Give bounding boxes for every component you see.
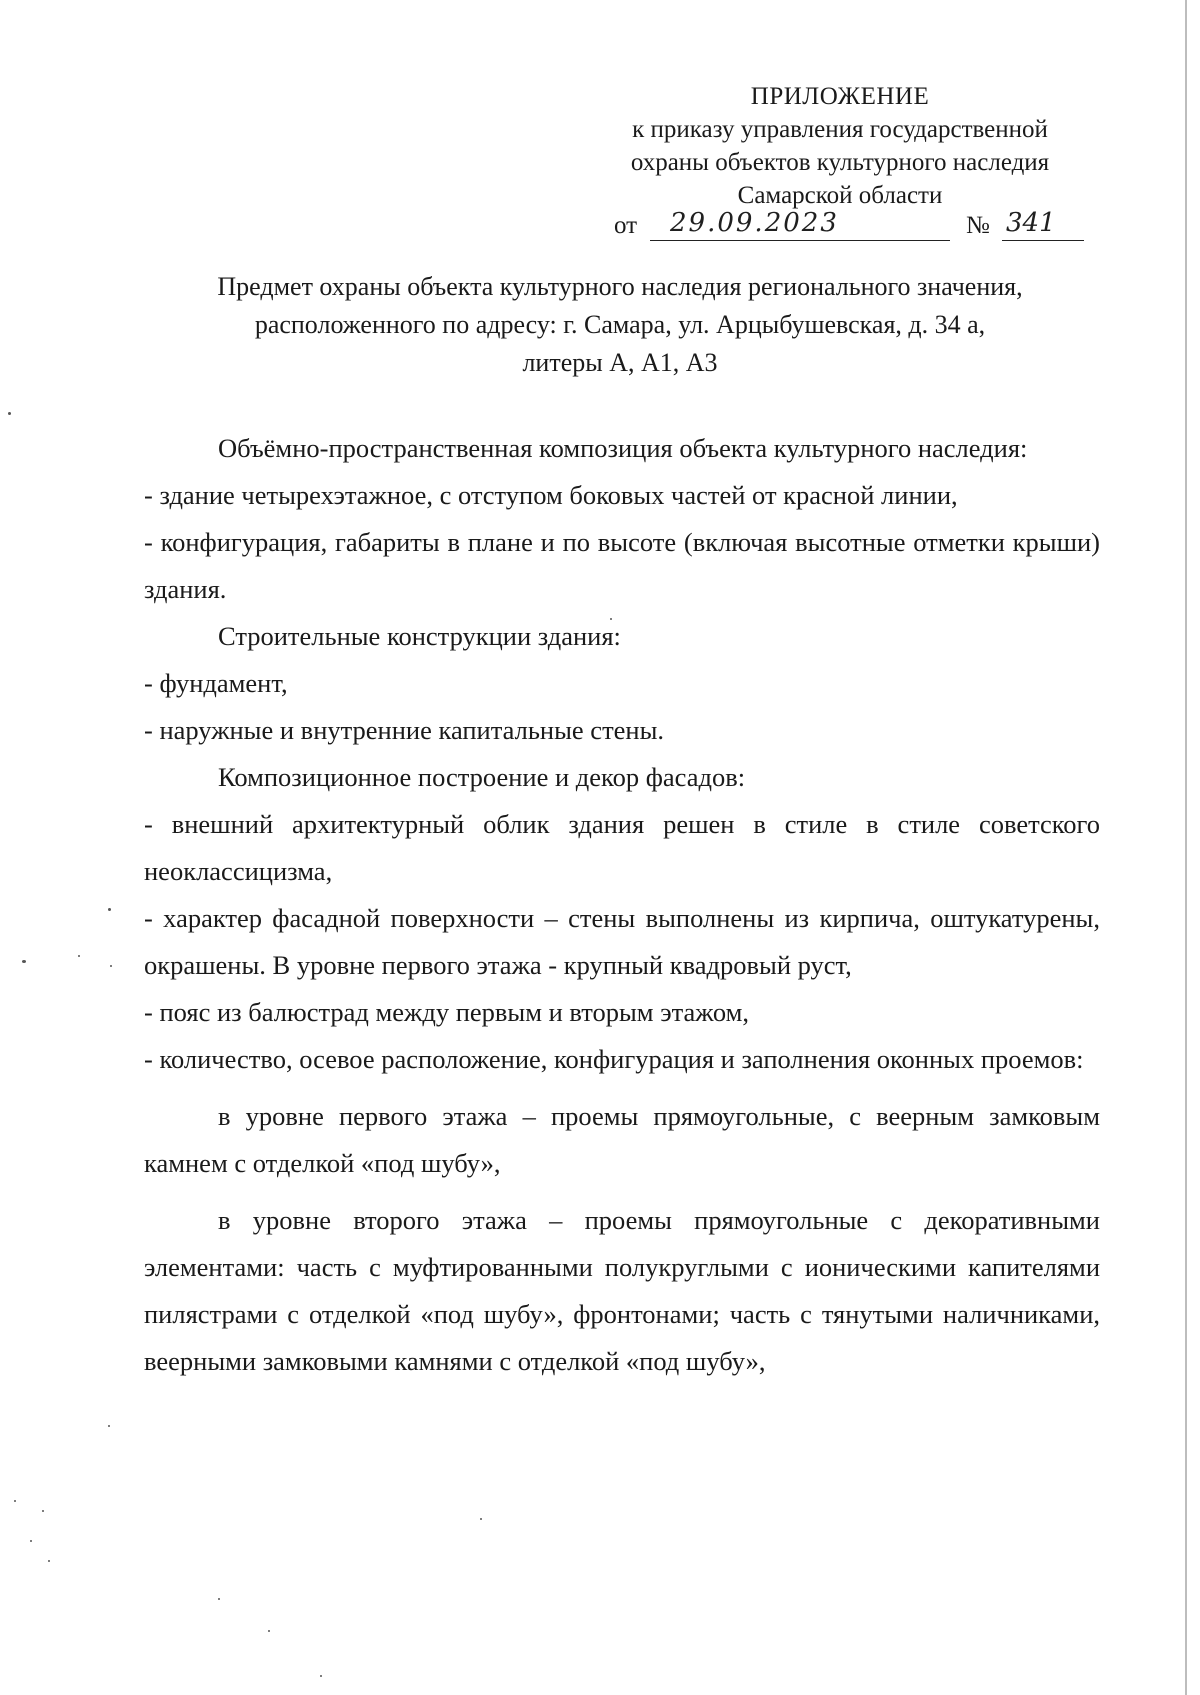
- scan-speck: [110, 965, 112, 967]
- date-from-label: от: [614, 212, 638, 239]
- appendix-heading: ПРИЛОЖЕНИЕ: [750, 83, 930, 110]
- handwritten-number: 341: [1006, 208, 1056, 238]
- scan-speck: [30, 1540, 32, 1542]
- appendix-line-1: к приказу управления государственной: [632, 116, 1048, 143]
- scan-speck: [108, 1425, 110, 1427]
- section-heading-facades: Композиционное построение и декор фасадов:: [218, 762, 746, 792]
- scan-speck: [268, 1630, 270, 1632]
- scan-speck: [14, 1500, 16, 1502]
- title-line-1: Предмет охраны объекта культурного наследия регионального значения,: [217, 272, 1023, 301]
- scan-speck: [22, 960, 26, 963]
- sub-item-second-floor: в уровне второго этажа – проемы прямоугольные с декоративными элементами: часть с муфтированными полукруглыми с ионическими капителями пилястрами с отделкой «под шубу», фронтонами; часть с тянутыми наличниками, веерными замковыми камнями с отделкой «под шубу»,: [144, 1205, 1100, 1376]
- appendix-line-2: охраны объектов культурного наследия: [630, 149, 1050, 176]
- scan-speck: [42, 1510, 44, 1512]
- scan-speck: [320, 1675, 322, 1677]
- scan-speck: [480, 1518, 482, 1520]
- appendix-line-3: Самарской области: [737, 182, 943, 209]
- section-heading-structures: Строительные конструкции здания:: [218, 621, 621, 651]
- list-item: - количество, осевое расположение, конфигурация и заполнения оконных проемов:: [144, 1044, 1084, 1074]
- order-date-number-line: [614, 206, 1084, 246]
- list-item: - пояс из балюстрад между первым и вторым этажом,: [144, 997, 750, 1027]
- appendix-header: [600, 80, 1080, 212]
- document-title: [140, 268, 1100, 382]
- list-item: - конфигурация, габариты в плане и по высоте (включая высотные отметки крыши) здания.: [144, 527, 1100, 604]
- scan-speck: [108, 908, 111, 911]
- list-item: - характер фасадной поверхности – стены выполнены из кирпича, оштукатурены, окрашены. В уровне первого этажа - крупный квадровый руст,: [144, 903, 1100, 980]
- scan-speck: [610, 618, 612, 620]
- sub-item-first-floor: в уровне первого этажа – проемы прямоугольные, с веерным замковым камнем с отделкой «под шубу»,: [144, 1101, 1100, 1178]
- title-line-2: расположенного по адресу: г. Самара, ул. Арцыбушевская, д. 34 а,: [254, 310, 986, 339]
- list-item: - фундамент,: [144, 668, 288, 698]
- number-label: №: [966, 212, 990, 239]
- handwritten-date: 29.09.2023: [670, 208, 839, 238]
- section-heading-volume: Объёмно-пространственная композиция объекта культурного наследия:: [218, 433, 1028, 463]
- scan-speck: [218, 1598, 220, 1600]
- scan-speck: [78, 955, 80, 957]
- title-line-3: литеры А, А1, А3: [522, 348, 718, 377]
- scan-speck: [48, 1560, 50, 1562]
- list-item: - наружные и внутренние капитальные стены.: [144, 715, 665, 745]
- scan-speck: [8, 412, 11, 415]
- scan-edge-line: [1185, 0, 1187, 1695]
- document-body: [144, 425, 1100, 1385]
- list-item: - здание четырехэтажное, с отступом боковых частей от красной линии,: [144, 480, 958, 510]
- list-item: - внешний архитектурный облик здания решен в стиле в стиле советского неоклассицизма,: [144, 809, 1100, 886]
